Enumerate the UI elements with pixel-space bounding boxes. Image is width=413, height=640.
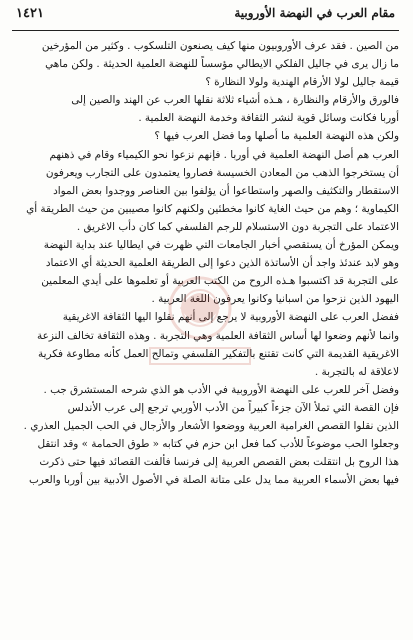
running-header	[12, 6, 399, 31]
running-title: مقام العرب في النهضة الأوروبية	[234, 6, 395, 20]
text-line: الاستقطار والتكثيف والصهر واستطاعوا أن يؤلفوا بين العناصر ووجدوا بعض المواد	[53, 184, 399, 197]
text-line: وانما لأنهم وضعوا لها أساس الثقافة العلمية وهي التجربة . وهذه الثقافة تخالف النزعة	[37, 329, 399, 342]
text-line: الاغريقية القديمة التي كانت تقتنع بالتفكير الفلسفي وتمالح العمل كأنه مطاوعة فكرية	[38, 347, 399, 360]
text-line: وفضل آخر للعرب على النهضة الأوروبية في الأدب هو الذي شرحه المستشرق جب .	[43, 383, 399, 396]
text-line: أن يستخرجوا الذهب من المعادن الخسيسة فصاروا يعتمدون على التجارب ويعرفون	[45, 166, 399, 179]
text-line: ما زال يرى في جاليل الفلكي الايطالي مؤسساً للنهضة العلمية الحديثة . ولكن ماهي	[45, 58, 399, 71]
text-line: اليهود الذين نزحوا من اسبانيا وكانوا يعرفون اللغة العربية .	[151, 293, 399, 306]
text-line: فإن القصة التي تملأ الآن جزءاً كبيراً من الأدب الأوربي ترجع إلى عرب الأندلس	[67, 401, 399, 414]
page-number: ١٤٢١	[16, 6, 44, 21]
text-line: فيها بعض الأسماء العربية مما يدل على متانة الصلة في الأصول الأدبية بين أوربا والعرب	[29, 474, 399, 487]
text-line: وهو لابد عندئذ واجد أن الأساتذة الذين دعوا إلى الطريقة العلمية الحديثة أي الاعتماد	[45, 257, 399, 270]
text-line: على التجربة قد اكتسبوا هـذه الروح من الكتب العربية أو تعلموها على أيدي المعلمين	[41, 275, 399, 288]
text-line: من الصين . فقد عرف الأوروبيون منها كيف يصنعون التلسكوب . وكثير من المؤرخين	[41, 40, 399, 52]
text-line: هذا الروح بل انتقلت بعض القصص العربية إلى فرنسا فألفت القصائد فيها حتى ذكرت	[39, 456, 399, 469]
text-line: الذين نقلوا القصص الغرامية العربية ووضعوا الأشعار والأزجال في الحب الجميل العذري .	[23, 419, 399, 432]
text-line: ويمكن المؤرخ أن يستقصي أخبار الجامعات التي ظهرت في ايطاليا عند بداية النهضة	[43, 239, 399, 252]
text-line: وجعلوا الحب موضوعاً للأدب كما فعل ابن حزم في كتابه « طوق الحمامة » وقد انتقل	[37, 438, 399, 451]
text-line: الاعتماد على التجربة دون الاستسلام للرجم الفلسفي كما كان دأب الاغريق .	[76, 220, 399, 233]
text-line: أوربا فكانت وسائل قوية لنشر الثقافة وخدمة النهضة العلمية .	[138, 112, 399, 125]
text-line: الكيماوية ؛ وهم من حيث الغاية كانوا مخطئين ولكنهم كانوا مصيبين من حيث الطريقة أي	[26, 202, 399, 215]
text-line: لاعلاقة له بالتجربة .	[314, 365, 399, 378]
text-line: فالورق والأرقام والنظارة ، هـذه أشياء ثلاثة نقلها العرب عن الهند والصين إلى	[71, 94, 399, 107]
text-line: العرب هم أصل النهضة العلمية في أوربا . فإنهم نزعوا نحو الكيمياء وقام في ذهنهم	[49, 148, 399, 161]
text-line: قيمة جاليل لولا الأرقام الهندية ولولا النظارة ؟	[205, 76, 399, 89]
text-line: ولكن هذه النهضة العلمية ما أصلها وما فضل العرب فيها ؟	[154, 130, 399, 143]
body-text	[12, 37, 399, 489]
text-line: ففضل العرب على النهضة الأوروبية لا يرجع إلى أنهم نقلوا اليها الثقافة الاغريقية	[62, 311, 399, 324]
